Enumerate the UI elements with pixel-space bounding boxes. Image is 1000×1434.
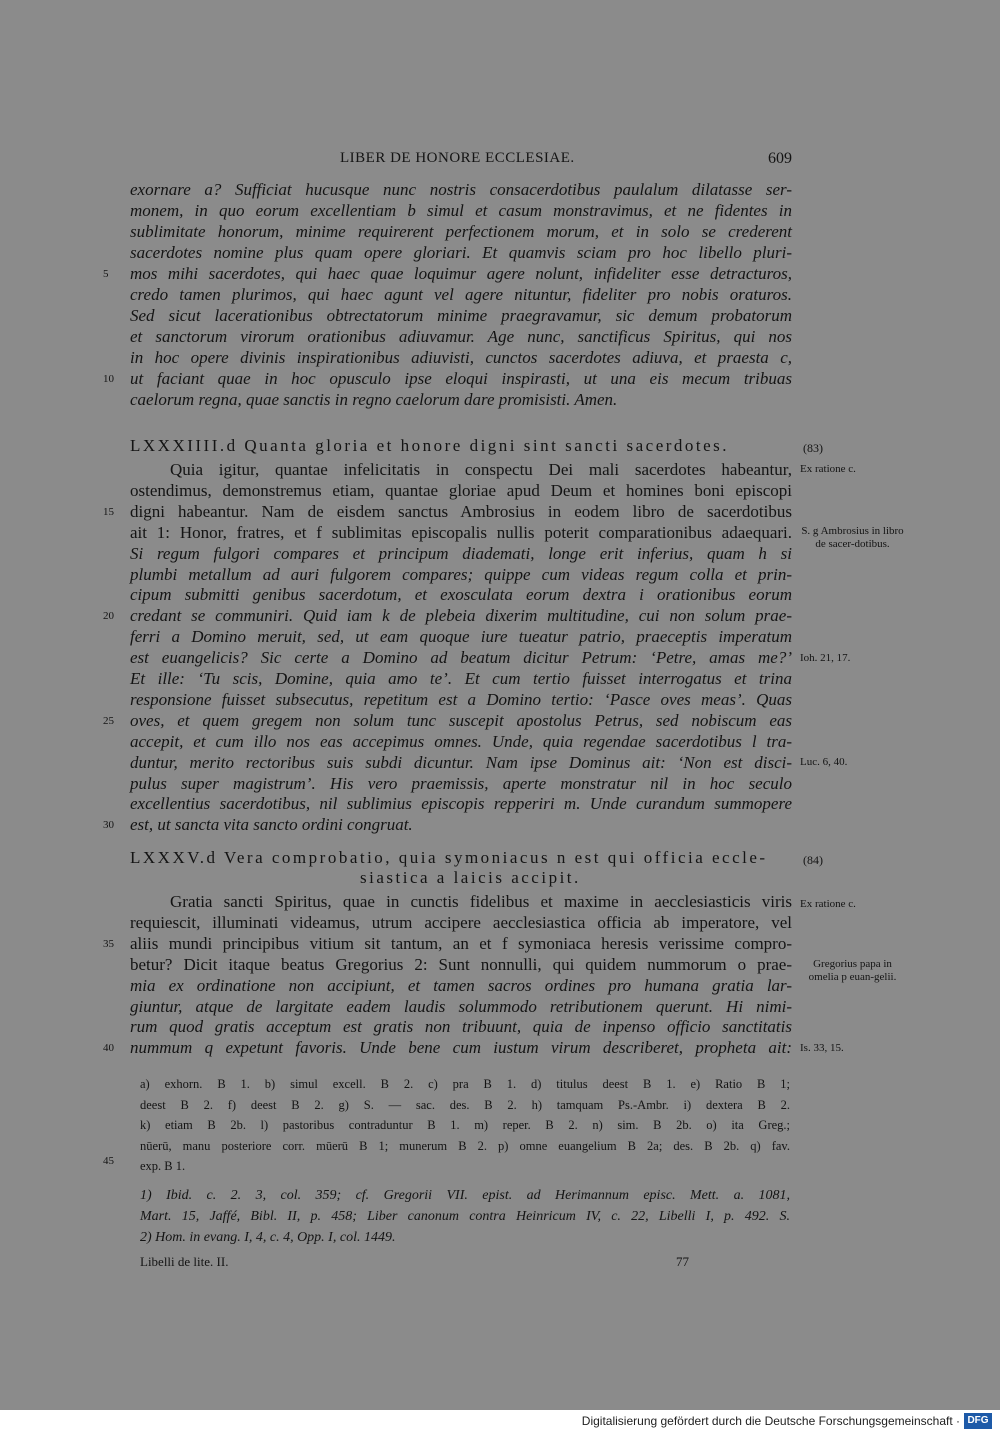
text-line: responsione fuisset subsecutus, repetitum est a Domino tertio: ‘Pasce oves meas’. Quas — [130, 689, 792, 709]
text-line: pulus super magistrum’. His vero praemissis, aperte monstratur nil in hoc seculo — [130, 773, 792, 793]
text-line: exornare a? Sufficiat hucusque nunc nostris consacerdotibus paulalum dilatasse ser- — [130, 180, 792, 199]
footnote-line: 1) Ibid. c. 2. 3, col. 359; cf. Gregorii VII. epist. ad Herimannum episc. Mett. a. 1081, — [140, 1188, 790, 1203]
text-line: Si regum fulgori compares et principum diademati, longe erit inferius, quam h si — [130, 543, 792, 563]
dfg-logo-icon: DFG — [964, 1413, 992, 1429]
margin-note: Ex ratione c. — [800, 898, 856, 910]
footnote-line: 2) Hom. in evang. I, 4, c. 4, Opp. I, col. 1449. — [140, 1230, 396, 1245]
line-number: 40 — [103, 1042, 114, 1055]
text-line: credo tamen plurimos, qui haec agunt vel agere nituntur, fideliter pro nobis oraturos. — [130, 285, 792, 304]
text-line: aliis mundi principibus vitium sit tantum, an et f symoniaca heresis verissime compro- — [130, 933, 792, 953]
margin-note: Gregorius papa in omelia p euan-gelii. — [808, 958, 897, 983]
text-line: sacerdotes nomine plus quam opere gloriari. Et quamvis sciam pro hoc libello pluri- — [130, 243, 792, 262]
text-line: in hoc opere divinis inspirationibus adiuvisti, cunctos sacerdotes adiuva, et praesta c, — [130, 348, 792, 367]
margin-note: Ioh. 21, 17. — [800, 652, 851, 664]
margin-note: S. g Ambrosius in libro de sacer-dotibus. — [801, 525, 904, 550]
line-number: 25 — [103, 714, 114, 727]
text-line: credant se communiri. Quid iam k de plebeia dixerim multitudine, cui non solum prae- — [130, 606, 792, 626]
text-line: Et ille: ‘Tu scis, Domine, quia amo te’. Et cum tertio fuisset interrogatus et trina — [130, 669, 792, 688]
text-line: duntur, merito rectoribus suis subdi dicuntur. Nam ipse Dominus ait: ‘Non est disci- — [130, 752, 792, 772]
text-line: ferri a Domino meruit, sed, ut eam quoque iure tueatur patrio, praeceptis imperatum — [130, 627, 792, 647]
text-line: rum quod gratis acceptum est gratis non tribuunt, quia de inpenso officio sanctitatis — [130, 1017, 792, 1037]
text-line: caelorum regna, quae sanctis in regno caelorum dare promisisti. Amen. — [130, 390, 618, 409]
margin-note: Luc. 6, 40. — [800, 756, 848, 768]
line-number: 30 — [103, 819, 114, 832]
section-heading-83: LXXXIIII.d Quanta gloria et honore digni sint sancti sacerdotes. — [130, 436, 730, 455]
page-number: 609 — [768, 150, 792, 167]
line-number: 15 — [103, 505, 114, 518]
text-line: mos mihi sacerdotes, qui haec quae loquimur agere nolunt, infideliter esse detracturos, — [130, 264, 792, 283]
margin-note: Ex ratione c. — [800, 463, 856, 475]
section-heading-84-line2: siastica a laicis accipit. — [360, 868, 581, 887]
section-number-84: (84) — [803, 853, 823, 867]
line-number: 45 — [103, 1155, 114, 1167]
text-line: giuntur, atque de largitate eadem laudis solummodo retributionem querunt. Hi nimi- — [130, 996, 792, 1016]
text-line: Sed sicut lacerationibus obtrectatorum minime praegravamur, sic demum probatorum — [130, 306, 792, 325]
text-line: ostendimus, demonstremus etiam, quantae gloriae apud Deum et homines boni episcopi — [130, 480, 792, 500]
line-number: 5 — [103, 268, 109, 280]
line-number: 35 — [103, 937, 114, 950]
apparatus-line: a) exhorn. B 1. b) simul excell. B 2. c) pra B 1. d) titulus deest B 1. e) Ratio B 1; — [140, 1077, 790, 1091]
apparatus-line: deest B 2. f) deest B 2. g) S. — sac. des. B 2. h) tamquam Ps.-Ambr. i) dextera B 2. — [140, 1097, 790, 1112]
text-line: Quia igitur, quantae infelicitatis in conspectu Dei mali sacerdotes habeantur, — [170, 460, 792, 479]
footer-volume: Libelli de lite. II. — [140, 1254, 229, 1269]
text-line: Gratia sancti Spiritus, quae in cunctis fidelibus et maxime in aecclesiasticis viris — [170, 892, 792, 911]
footnote-line: Mart. 15, Jaffé, Bibl. II, p. 458; Liber canonum contra Heinricum IV, c. 22, Libelli I, p. 492. S. — [140, 1209, 790, 1224]
text-line: ait 1: Honor, fratres, et f sublimitas episcopalis nullis poterit comparationibus adaequari. — [130, 522, 792, 542]
text-line: est euangelicis? Sic certe a Domino ad beatum dicitur Petrum: ‘Petre, amas me?’ — [130, 648, 792, 668]
section-number-83: (83) — [803, 441, 823, 455]
footer-signature: 77 — [676, 1254, 689, 1269]
text-line: mia ex ordinatione non accipiunt, et tamen sacros ordines pro humana gratia lar- — [130, 975, 792, 995]
text-line: betur? Dicit itaque beatus Gregorius 2: Sunt nonnulli, qui quidem nummorum o prae- — [130, 954, 792, 974]
text-line: plumbi metallum ad auri fulgorem compares; quippe cum videas regum colla et prin- — [130, 564, 792, 584]
apparatus-line: exp. B 1. — [140, 1159, 186, 1173]
text-line: nummum q expetunt favoris. Unde bene cum iustum virum describeret, propheta ait: — [130, 1038, 792, 1058]
text-line: requiescit, illuminati videamus, utrum accipere aecclesiastica officia ab imperatore, vel — [130, 912, 792, 932]
text-line: accepit, et cum illo nos eas accepimus omnes. Unde, quia regendae sacerdotibus l tra- — [130, 731, 792, 751]
apparatus-line: k) etiam B 2b. l) pastoribus contraduntur B 1. m) reper. B 2. n) sim. B 2b. o) ita Greg.; — [140, 1118, 790, 1132]
line-number: 20 — [103, 610, 114, 623]
text-line: et sanctorum virorum orationibus adiuvamur. Age nunc, sanctificus Spiritus, qui nos — [130, 327, 792, 346]
section-heading-84-line1: LXXXV.d Vera comprobatio, quia symoniacus n est qui officia eccle- — [130, 848, 768, 867]
running-header: LIBER DE HONORE ECCLESIAE. — [340, 150, 575, 166]
apparatus-line: nūerū, manu posteriore corr. mūerū B 1; munerum B 2. p) omne euangelium B 2a; des. B 2b. q) fav. — [140, 1138, 790, 1153]
banner-text: Digitalisierung gefördert durch die Deutsche Forschungsgemeinschaft · — [581, 1414, 960, 1428]
text-line: monem, in quo eorum excellentiam b simul et casum monstravimus, et ne fidentes in — [130, 201, 792, 220]
text-line: digni habeantur. Nam de eisdem sanctus Ambrosius in eodem libro de sacerdotibus — [130, 501, 792, 521]
line-number: 10 — [103, 373, 114, 385]
dfg-banner — [0, 1410, 1000, 1434]
text-line: cipum submitti genibus sacerdotum, et exosculata eorum dextra i orationibus eorum — [130, 585, 792, 605]
text-line: sublimitate honorum, minime requirerent perfectionem morum, et in solo se crederent — [130, 222, 792, 241]
text-line: oves, et quem gregem non solum tunc suscepit apostolus Petrus, sed nobiscum eas — [130, 710, 792, 730]
margin-note: Is. 33, 15. — [800, 1042, 844, 1054]
text-line: est, ut sancta vita sancto ordini congruat. — [130, 815, 413, 835]
text-line: ut faciant quae in hoc opusculo ipse eloqui inspirasti, ut una eis mecum tribuas — [130, 369, 792, 388]
text-line: excellentius sacerdotibus, nil sublimius episcopis repperiri m. Unde curandum summopere — [130, 794, 792, 814]
